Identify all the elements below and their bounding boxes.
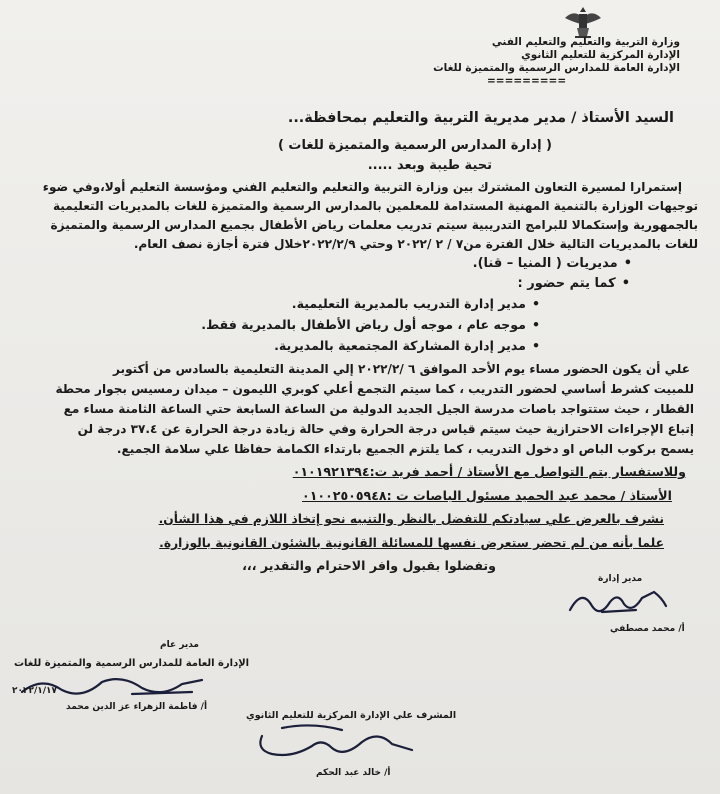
- general-director-date: ٢٠٢٢/١/١٧: [12, 686, 58, 696]
- director-name: أ/ محمد مصطفي: [610, 624, 685, 634]
- attendance-item: • مدير إدارة المشاركة المجتمعية بالمديرية.: [274, 338, 540, 353]
- arrival-line: إتباع الإجراءات الاحترازية حيث سيتم قياس درجة الحرارة وفي حالة زيادة درجة الحرارة عن ٣٧.٤ درجة لن: [77, 422, 694, 436]
- letterhead: [433, 36, 680, 88]
- body-line: توجيهات الوزارة بالتنمية المهنية المستدامة للمعلمين بالمدارس الرسمية والمتميزة للغات بالمديريات التعليمية: [52, 199, 698, 213]
- contact-inquiry: وللاستفسار يتم التواصل مع الأستاذ / أحمد فريد ت:٠١٠١٩٢١٣٩٤: [292, 464, 686, 479]
- arrival-line: علي أن يكون الحضور مساء يوم الأحد الموافق ٦ /٢٠٢٢/٢ إلي المدينة التعليمية بالسادس من أكتوبر: [113, 362, 690, 376]
- closing: وتفضلوا بقبول وافر الاحترام والتقدير ،،،: [242, 558, 496, 573]
- arrival-line: للمبيت كشرط أساسي لحضور التدريب ، كما سيتم التجمع أعلي كوبري الليمون – ميدان رمسيس بجوار محطة: [55, 382, 694, 396]
- attendance-intro: • كما يتم حضور :: [518, 276, 630, 291]
- general-administration: الإدارة العامة للمدارس الرسمية والمتميزة للغات: [433, 62, 680, 74]
- supervisor-signature-icon: [252, 720, 422, 764]
- director-signature-icon: [562, 584, 672, 620]
- contact-buses: الأستاذ / محمد عبد الحميد مسئول الباصات ت :٠١٠٠٢٥٠٥٩٤٨: [302, 488, 672, 503]
- arrival-line: القطار ، حيث ستتواجد باصات مدرسة الجيل الجديد الدولية من الساعة السابعة حتي الساعة الثامنة مساء مع: [63, 402, 694, 416]
- general-director-name: أ/ فاطمة الزهراء عز الدين محمد: [66, 702, 208, 712]
- legal-warning: علما بأنه من لم تحضر ستعرض نفسها للمسائلة القانونية بالشئون القانونية بالوزارة.: [159, 536, 664, 550]
- attendance-item: • موجه عام ، موجه أول رياض الأطفال بالمديرية فقط.: [201, 317, 540, 332]
- general-director-title: مدير عام: [160, 640, 200, 650]
- request-action: نشرف بالعرض علي سيادتكم للتفضل بالنظر والتنبيه نحو إتخاذ اللازم في هذا الشأن.: [158, 512, 664, 526]
- ministry-name: وزارة التربية والتعليم والتعليم الفني: [491, 36, 680, 48]
- arrival-line: يسمح بركوب الباص او دخول التدريب ، كما يلتزم الجميع بارتداء الكمامة حفاظا علي سلامة الجميع.: [116, 442, 694, 456]
- director-title: مدير إدارة: [598, 574, 643, 584]
- addressee: السيد الأستاذ / مدير مديرية التربية والتعليم بمحافظة...: [287, 110, 674, 126]
- body-line: إستمرارا لمسيرة التعاون المشترك بين وزارة التربية والتعليم والتعليم الفني ومؤسسة التعليم أولا،وفي ضوء: [42, 180, 682, 194]
- body-line: للغات بالمديريات التالية خلال الفترة من٧ / ٢ /٢٠٢٢ وحتي ٢٠٢٢/٢/٩خلال فترة أجازة نصف العام.: [133, 237, 698, 251]
- body-line: بالجمهورية وإستكمالا للبرامج التدريبية سيتم تدريب معلمات رياض الأطفال بجميع المدارس الرسمية والمتميزة: [50, 218, 698, 232]
- greeting: تحية طيبة وبعد .....: [367, 158, 492, 173]
- attendance-item: • مدير إدارة التدريب بالمديرية التعليمية.: [292, 296, 540, 311]
- directorates: • مديريات ( المنيا – قنا).: [473, 256, 632, 271]
- general-director-org: الإدارة العامة للمدارس الرسمية والمتميزة للغات: [14, 658, 250, 669]
- supervisor-title: المشرف علي الإدارة المركزية للتعليم الثانوي: [246, 710, 457, 721]
- egypt-eagle-emblem-icon: [563, 4, 603, 40]
- central-administration: الإدارة المركزية للتعليم الثانوي: [521, 49, 680, 61]
- supervisor-name: أ/ خالد عبد الحكم: [316, 768, 391, 778]
- department: ( إدارة المدارس الرسمية والمتميزة للغات ): [277, 138, 552, 153]
- header-separator: =========: [486, 75, 567, 87]
